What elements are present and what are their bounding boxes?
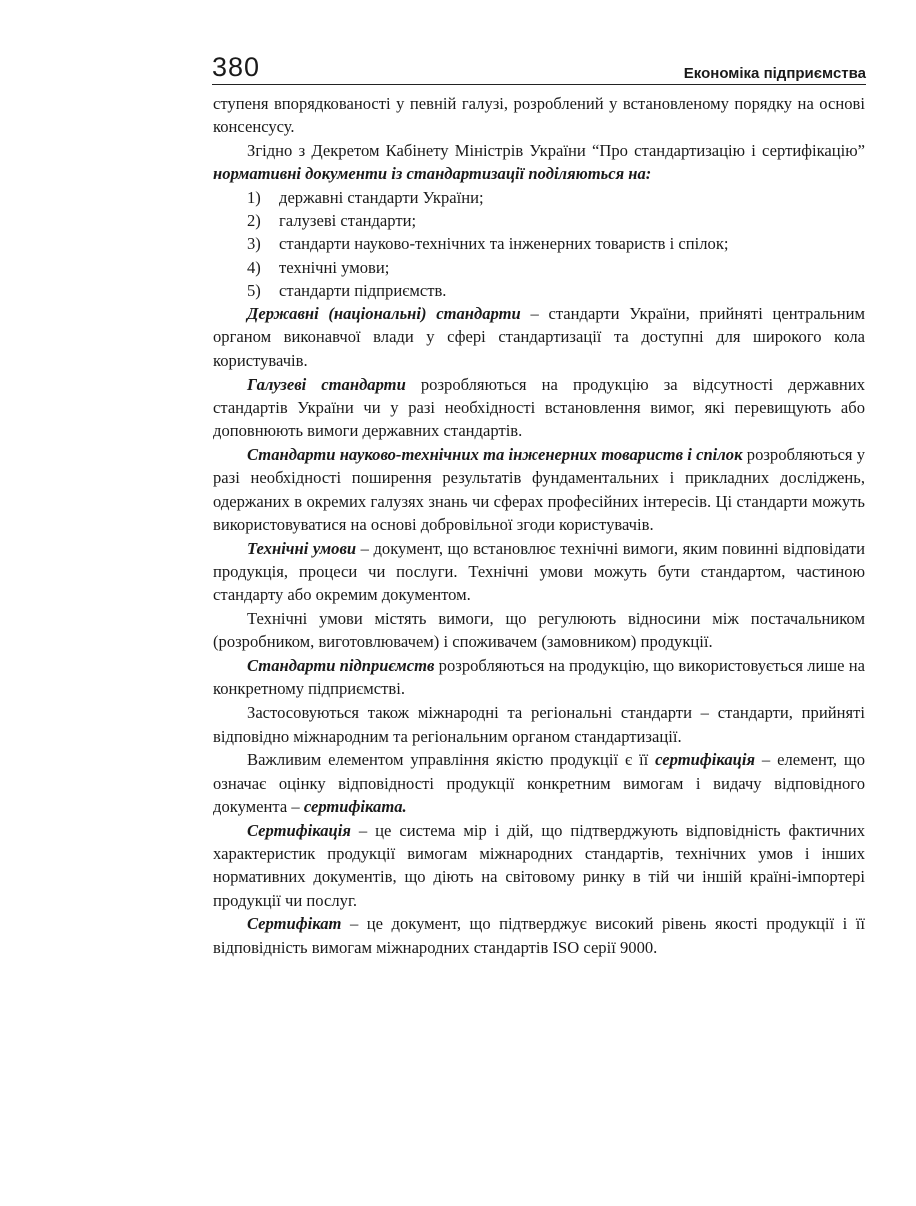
paragraph-industry-standards	[213, 373, 865, 443]
paragraph-text: – стандарти України, прийняті центральним органом виконавчої влади у сфері стандартизації та доступні для широкого кола користувачів.	[213, 304, 865, 370]
list-number: 1)	[247, 187, 261, 207]
term-certificate: Сертифікат	[247, 914, 342, 934]
list-item	[213, 279, 865, 302]
paragraph-society-standards	[213, 443, 865, 536]
paragraph-certificate-definition	[213, 912, 865, 959]
term-certification: Сертифікація	[247, 820, 351, 840]
term-technical-conditions: Технічні умови	[247, 538, 357, 558]
paragraph-text: розробляються на продукцію за відсутності державних стандартів України чи у разі необхідності встановлення вимог, які перевищують або доповнюють вимоги державних стандартів.	[213, 374, 865, 441]
list-text: технічні умови;	[279, 257, 390, 277]
term-enterprise-standards: Стандарти підприємств	[247, 656, 435, 676]
standards-list	[213, 186, 865, 302]
term-normative-documents: нормативні документи із стандартизації поділяються на:	[213, 164, 652, 184]
term-state-standards: Державні (національні) стандарти	[247, 304, 521, 324]
paragraph-international-standards: Застосовуються також міжнародні та регіональні стандарти – стандарти, прийняті відповідно міжнародним та регіональним органом стандартизації.	[213, 703, 865, 746]
list-number: 5)	[247, 280, 261, 300]
paragraph-certification-definition	[213, 819, 865, 912]
list-item	[213, 209, 865, 232]
term-certificate: сертифіката.	[303, 796, 407, 816]
paragraph-text: – це документ, що підтверджує високий рівень якості продукції і її відповідність вимогам міжнародних стандартів ISO серії 9000.	[213, 914, 865, 957]
list-item	[213, 232, 865, 255]
running-title: Економіка підприємства	[683, 65, 866, 82]
paragraph-text: Згідно з Декретом Кабінету Міністрів України “Про стандартизацію і сертифікацію”	[247, 141, 865, 161]
paragraph-decree	[213, 139, 865, 186]
list-item	[213, 256, 865, 279]
paragraph-technical-conditions	[213, 537, 865, 607]
page-body	[213, 92, 865, 959]
paragraph-text: – це система мір і дій, що підтверджують відповідність фактичних характеристик продукції вимогам міжнародних стандартів, технічних умов і інших нормативних документів, що діють на світовому ринку в тій чи іншій країні-імпортері продукції чи послуг.	[213, 820, 865, 910]
paragraph-technical-requirements: Технічні умови містять вимоги, що регулюють відносини між постачальником (розробником, виготовлювачем) і споживачем (замовником) продукції.	[213, 609, 865, 652]
paragraph-state-standards	[213, 302, 865, 372]
paragraph-text: – елемент, що означає оцінку відповідності продукції конкретним вимогам і видачу відповідного документа –	[213, 750, 865, 816]
page-header	[212, 52, 866, 85]
list-number: 3)	[247, 234, 261, 254]
term-certification: сертифікація	[655, 750, 756, 770]
page-number: 380	[212, 52, 261, 82]
paragraph-text: Важливим елементом управління якістю продукції є її	[247, 750, 656, 770]
paragraph-certification-intro	[213, 748, 865, 818]
paragraph-enterprise-standards	[213, 654, 865, 701]
paragraph-continuation: ступеня впорядкованості у певній галузі, розроблений у встановленому порядку на основі консенсусу.	[213, 94, 865, 137]
paragraph-text: розробляються у разі необхідності поширення результатів фундаментальних і прикладних досліджень, одержаних в окремих галузях знань чи сферах професійних інтересів. Ці стандарти можуть використовуватися на основі добровільної згоди користувачів.	[213, 444, 866, 534]
list-text: галузеві стандарти;	[279, 210, 417, 230]
list-number: 2)	[247, 210, 261, 230]
term-industry-standards: Галузеві стандарти	[247, 374, 406, 394]
term-society-standards: Стандарти науково-технічних та інженерних товариств і спілок	[247, 444, 743, 464]
paragraph-text: розробляються на продукцію, що використовується лише на конкретному підприємстві.	[213, 656, 865, 699]
list-text: державні стандарти України;	[279, 187, 484, 207]
list-number: 4)	[247, 257, 261, 277]
list-text: стандарти підприємств.	[279, 280, 447, 300]
list-item	[213, 186, 865, 209]
list-text: стандарти науково-технічних та інженерних товариств і спілок;	[279, 234, 729, 254]
paragraph-text: – документ, що встановлює технічні вимоги, яким повинні відповідати продукція, процеси чи послуги. Технічні умови можуть бути стандартом, частиною стандарту або окремим документом.	[213, 538, 865, 605]
